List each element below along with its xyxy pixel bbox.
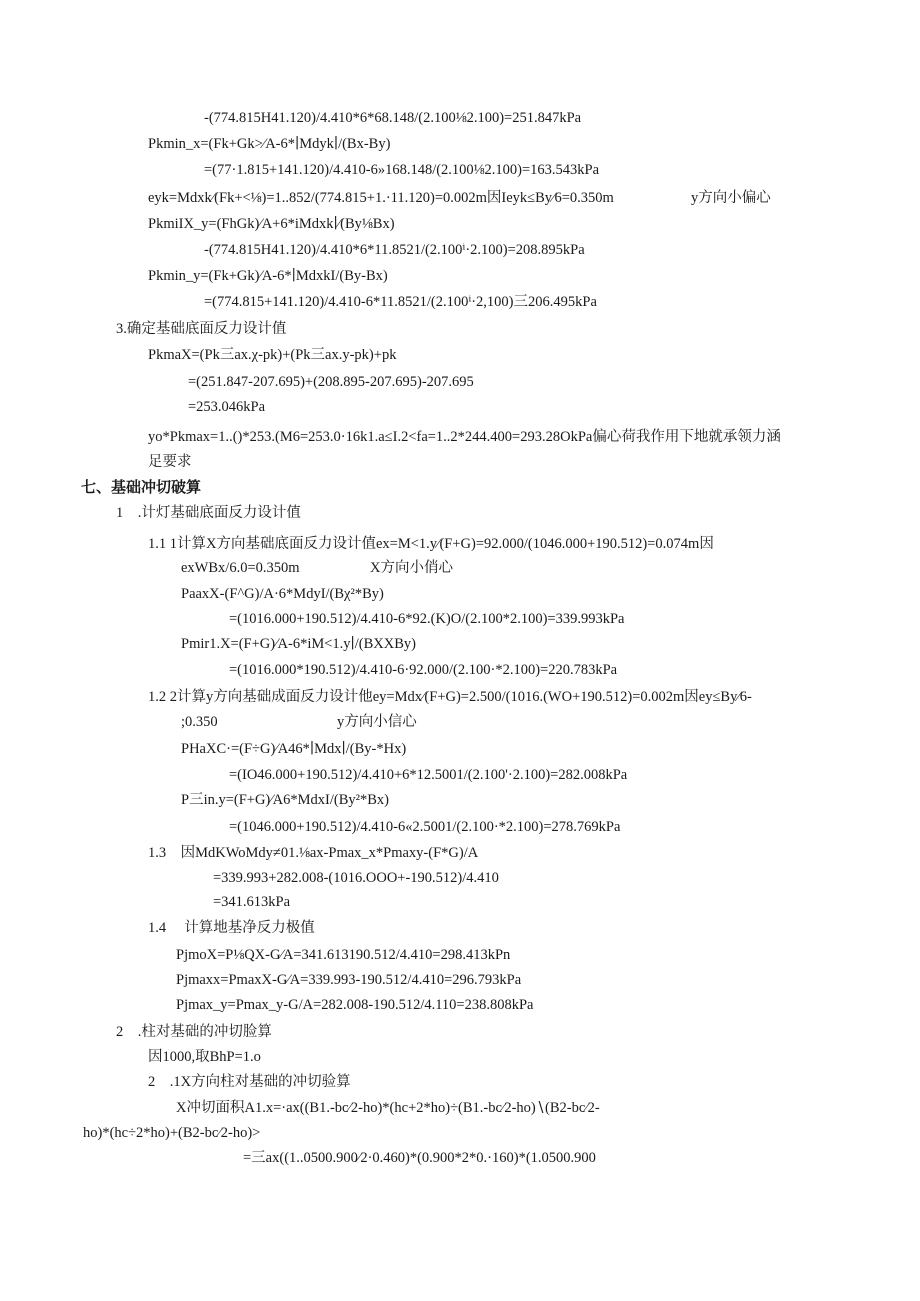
pmax-y-result: =(IO46.000+190.512)/4.410+6*12.5001/(2.100'·2.100)=282.008kPa [229,767,628,783]
eyk-formula: eyk=Mdxk⁄(Fk+<⅛)=1..852/(774.815+1.·11.120)=0.002m因Ieyk≤By⁄6=0.350m [148,190,614,206]
pmax-x-formula: PaaxX-(F^G)/A·6*MdyI/(Bχ²*By) [181,586,384,602]
pkmin-x-formula: Pkmin_x=(Fk+Gk>⁄A-6*∣Mdyk∣/(Bx-By) [148,136,391,152]
pjmax-y-formula: Pjmax_y=Pmax_y-G/A=282.008-190.512/4.110=238.808kPa [176,997,534,1013]
pmin-x-result: =(1016.000*190.512)/4.410-6·92.000/(2.100·*2.100)=220.783kPa [229,662,618,678]
x-small-eccentricity-note: X方向小俏心 [370,560,453,576]
section-3-heading: 3.确定基础底面反力设计值 [116,321,287,337]
pmin-y-formula: P三in.y=(F+G)⁄A6*MdxI/(By²*Bx) [181,792,390,808]
pjmax-x-formula: Pjmaxx=PmaxX-G⁄A=339.993-190.512/4.410=296.793kPa [176,972,522,988]
item-1-3-step: =339.993+282.008-(1016.OOO+-190.512)/4.410 [213,870,499,886]
item-1-1-text: 1.1 1计算X方向基础底面反力设计值ex=M<1.y⁄(F+G)=92.000/(1046.000+190.512)=0.074m因 [148,536,714,552]
pkmin-x-result-line: =(77·1.815+141.120)/4.410-6»168.148/(2.100⅛2.100)=163.543kPa [204,162,600,178]
punching-area-substitution: =三ax((1..0500.900⁄2·0.460)*(0.900*2*0.·160)*(1.0500.900 [243,1150,596,1166]
pmax-x-result: =(1016.000+190.512)/4.410-6*92.(K)O/(2.100*2.100)=339.993kPa [229,611,625,627]
pkmax-y-formula: PkmiIX_y=(FhGk)⁄A+6*iMdxk∣⁄(By⅛Bx) [148,216,395,232]
y-small-eccentricity-note-2: y方向小信心 [337,714,417,730]
subsection-1-heading: 1 .计灯基础底面反力设计值 [116,505,301,521]
punching-area-formula-cont: ho)*(hc÷2*ho)+(B2-bc⁄2-ho)> [83,1125,261,1141]
bearing-check-conclusion: 足要求 [148,454,192,470]
pmin-x-formula: Pmir1.X=(F+G)⁄A-6*iM<1.y∣/(BXXBy) [181,636,416,652]
pkmin-y-formula: Pkmin_y=(Fk+Gk)⁄A-6*∣MdxkI/(By-Bx) [148,268,388,284]
pjmax-formula: PjmoX=P⅛QX-G⁄A=341.613190.512/4.410=298.413kPn [176,947,511,963]
bhp-note: 因1000,取BhP=1.o [148,1049,261,1065]
chapter-7-heading: 七、基础冲切破算 [81,478,202,496]
punching-area-formula: X冲切面积A1.x=·ax((B1.-bc⁄2-ho)*(hc+2*ho)÷(B1.-bc⁄2-ho)∖(B2-bc⁄2- [176,1100,600,1116]
item-1-3-text: 1.3 因MdKWoMdy≠01.⅛ax-Pmax_x*Pmaxy-(F*G)/A [148,845,479,861]
ex-check: exWBx/6.0=0.350m [181,560,300,576]
item-1-2-text: 1.2 2计算y方向基础成面反力设计他ey=Mdx⁄(F+G)=2.500/(1016.(WO+190.512)=0.002m因ey≤By⁄6- [148,689,752,705]
bearing-check-line: yo*Pkmax=1..()*253.(M6=253.0·16k1.a≤I.2<fa=1..2*244.400=293.28OkPa偏心荷我作用下地就承领力涵 [148,429,781,445]
item-2-1-heading: 2 .1X方向柱对基础的冲切验算 [148,1074,351,1090]
subsection-2-heading: 2 .柱对基础的冲切脸算 [116,1024,272,1040]
pkmax-design-step: =(251.847-207.695)+(208.895-207.695)-207.695 [188,374,474,390]
item-1-4-heading: 1.4 计算地基净反力极值 [148,920,315,936]
y-small-eccentricity-note: y方向小偏心 [691,190,771,206]
pkmax-design-result: =253.046kPa [188,399,266,415]
pkmax-design-formula: PkmaX=(Pk三ax.χ-pk)+(Pk三ax.y-pk)+pk [148,347,397,363]
pkmax-x-result-line: -(774.815H41.120)/4.410*6*68.148/(2.100⅛2.100)=251.847kPa [204,110,582,126]
ey-check: ;0.350 [181,714,218,730]
pkmin-y-result-line: =(774.815+141.120)/4.410-6*11.8521/(2.100ⁱ·2,100)三206.495kPa [204,294,597,310]
pmax-y-formula: PHaXC·=(F÷G)⁄A46*∣Mdx∣/(By-*Hx) [181,741,407,757]
pkmax-y-result-line: -(774.815H41.120)/4.410*6*11.8521/(2.100ⁱ·2.100)=208.895kPa [204,242,585,258]
pmin-y-result: =(1046.000+190.512)/4.410-6«2.5001/(2.100·*2.100)=278.769kPa [229,819,621,835]
item-1-3-result: =341.613kPa [213,894,291,910]
